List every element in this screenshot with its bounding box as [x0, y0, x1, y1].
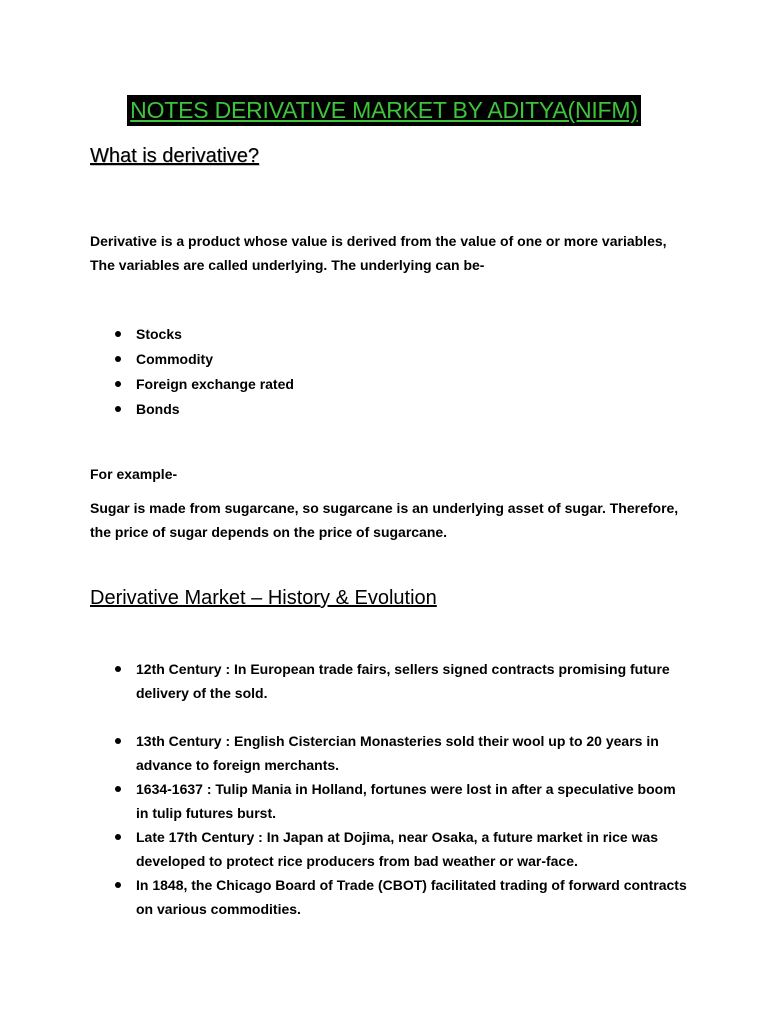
bullet-icon [115, 882, 121, 888]
list-item [90, 347, 690, 372]
list-item [90, 729, 690, 777]
bullet-icon [115, 356, 121, 362]
history-list [90, 657, 690, 921]
page-title: NOTES DERIVATIVE MARKET BY ADITYA(NIFM) [127, 95, 641, 126]
bullet-icon [115, 786, 121, 792]
bullet-icon [115, 834, 121, 840]
bullet-icon [115, 738, 121, 744]
list-item-text: In 1848, the Chicago Board of Trade (CBOT) facilitated trading of forward contracts on various commodities. [136, 877, 687, 917]
underlying-list [90, 322, 690, 422]
list-item-text: Stocks [136, 326, 182, 342]
list-item-text: Commodity [136, 351, 213, 367]
bullet-icon [115, 666, 121, 672]
section-heading-history: Derivative Market – History & Evolution [90, 587, 437, 609]
list-item [90, 825, 690, 873]
list-item [90, 322, 690, 347]
list-item [90, 777, 690, 825]
definition-paragraph: Derivative is a product whose value is derived from the value of one or more variables, The variables are called underlying. The underlying can be- [90, 233, 667, 273]
list-item [90, 873, 690, 921]
section-heading-what-is-derivative: What is derivative? [90, 145, 259, 167]
bullet-icon [115, 406, 121, 412]
list-item-text: 13th Century : English Cistercian Monasteries sold their wool up to 20 years in advance to foreign merchants. [136, 733, 659, 773]
list-item-text: 12th Century : In European trade fairs, sellers signed contracts promising future delivery of the sold. [136, 661, 670, 701]
list-item [90, 657, 690, 705]
example-label: For example- [90, 466, 178, 482]
list-item [90, 372, 690, 397]
list-item-text: Bonds [136, 401, 180, 417]
title-wrap [0, 95, 768, 126]
list-item-text: Late 17th Century : In Japan at Dojima, near Osaka, a future market in rice was developed to protect rice producers from bad weather or war-face. [136, 829, 659, 869]
list-item [90, 397, 690, 422]
list-item-text: 1634-1637 : Tulip Mania in Holland, fortunes were lost in after a speculative boom in tulip futures burst. [136, 781, 676, 821]
list-item-text: Foreign exchange rated [136, 376, 294, 392]
bullet-icon [115, 381, 121, 387]
bullet-icon [115, 331, 121, 337]
example-paragraph: Sugar is made from sugarcane, so sugarcane is an underlying asset of sugar. Therefore, the price of sugar depends on the price of sugarcane. [90, 500, 679, 540]
